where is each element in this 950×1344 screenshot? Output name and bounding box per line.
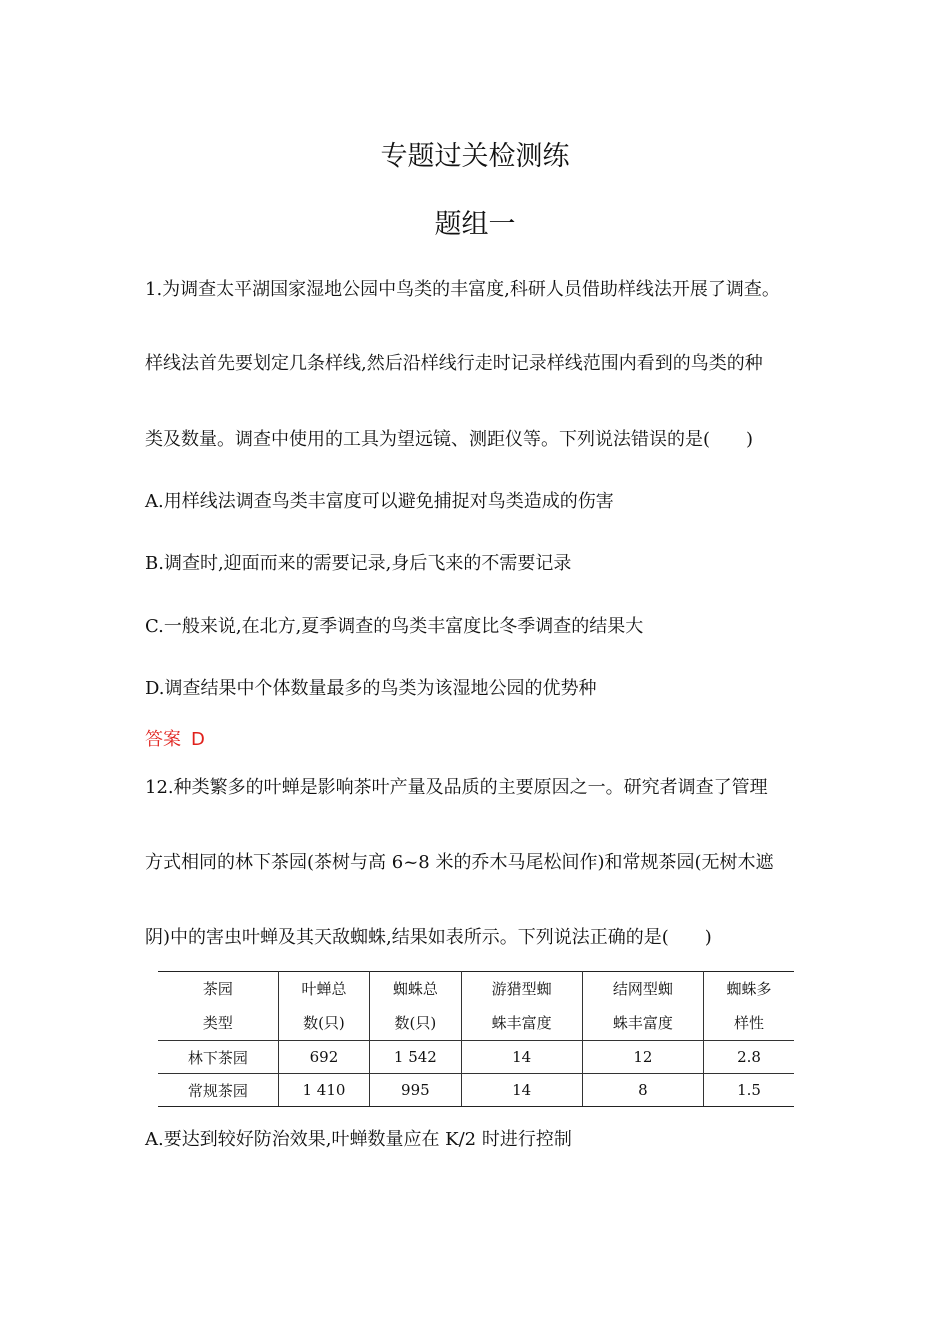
page-subtitle: 题组一: [434, 209, 516, 240]
question-1-option-a: A.用样线法调查鸟类丰富度可以避免捕捉对鸟类造成的伤害: [145, 491, 614, 512]
question-1-option-d: D.调查结果中个体数量最多的鸟类为该湿地公园的优势种: [145, 678, 597, 699]
table-cell: 14: [461, 1074, 582, 1107]
data-table: [158, 971, 794, 1107]
table-header-cell: 结网型蜘 蛛丰富度: [582, 972, 703, 1041]
table-header-cell: 茶园 类型: [158, 972, 278, 1041]
question-12-line-2: 方式相同的林下茶园(茶树与高 6~8 米的乔木马尾松间作)和常规茶园(无树木遮: [145, 852, 774, 873]
question-1-line-1: 1.为调查太平湖国家湿地公园中鸟类的丰富度,科研人员借助样线法开展了调查。: [145, 279, 780, 300]
table-row: [158, 1041, 794, 1074]
table-cell: 林下茶园: [158, 1041, 278, 1074]
table-cell: 692: [278, 1041, 369, 1074]
question-1-option-b: B.调查时,迎面而来的需要记录,身后飞来的不需要记录: [145, 553, 572, 574]
table-header-row: [158, 972, 794, 1041]
table-cell: 2.8: [704, 1041, 794, 1074]
answer-label: 答案: [145, 729, 181, 750]
page-title: 专题过关检测练: [380, 141, 570, 172]
table-row: [158, 1074, 794, 1107]
table-cell: 1.5: [704, 1074, 794, 1107]
question-12-line-3: 阴)中的害虫叶蝉及其天敌蜘蛛,结果如表所示。下列说法正确的是( ): [145, 927, 712, 948]
table-cell: 8: [582, 1074, 703, 1107]
table-header-cell: 蜘蛛总 数(只): [370, 972, 461, 1041]
question-1-option-c: C.一般来说,在北方,夏季调查的鸟类丰富度比冬季调查的结果大: [145, 616, 644, 637]
answer-value: D: [191, 729, 205, 750]
table-cell: 12: [582, 1041, 703, 1074]
table-cell: 1 410: [278, 1074, 369, 1107]
question-12-option-a: A.要达到较好防治效果,叶蝉数量应在 K/2 时进行控制: [145, 1129, 572, 1150]
table-cell: 1 542: [370, 1041, 461, 1074]
question-12-line-1: 12.种类繁多的叶蝉是影响茶叶产量及品质的主要原因之一。研究者调查了管理: [145, 777, 768, 798]
question-1-answer: [145, 725, 205, 751]
table-header-cell: 游猎型蜘 蛛丰富度: [461, 972, 582, 1041]
table-cell: 14: [461, 1041, 582, 1074]
table-header-cell: 叶蝉总 数(只): [278, 972, 369, 1041]
table-header-cell: 蜘蛛多 样性: [704, 972, 794, 1041]
question-1-line-3: 类及数量。调查中使用的工具为望远镜、测距仪等。下列说法错误的是( ): [145, 429, 754, 450]
table-cell: 995: [370, 1074, 461, 1107]
table-cell: 常规茶园: [158, 1074, 278, 1107]
question-1-line-2: 样线法首先要划定几条样线,然后沿样线行走时记录样线范围内看到的鸟类的种: [145, 353, 763, 374]
